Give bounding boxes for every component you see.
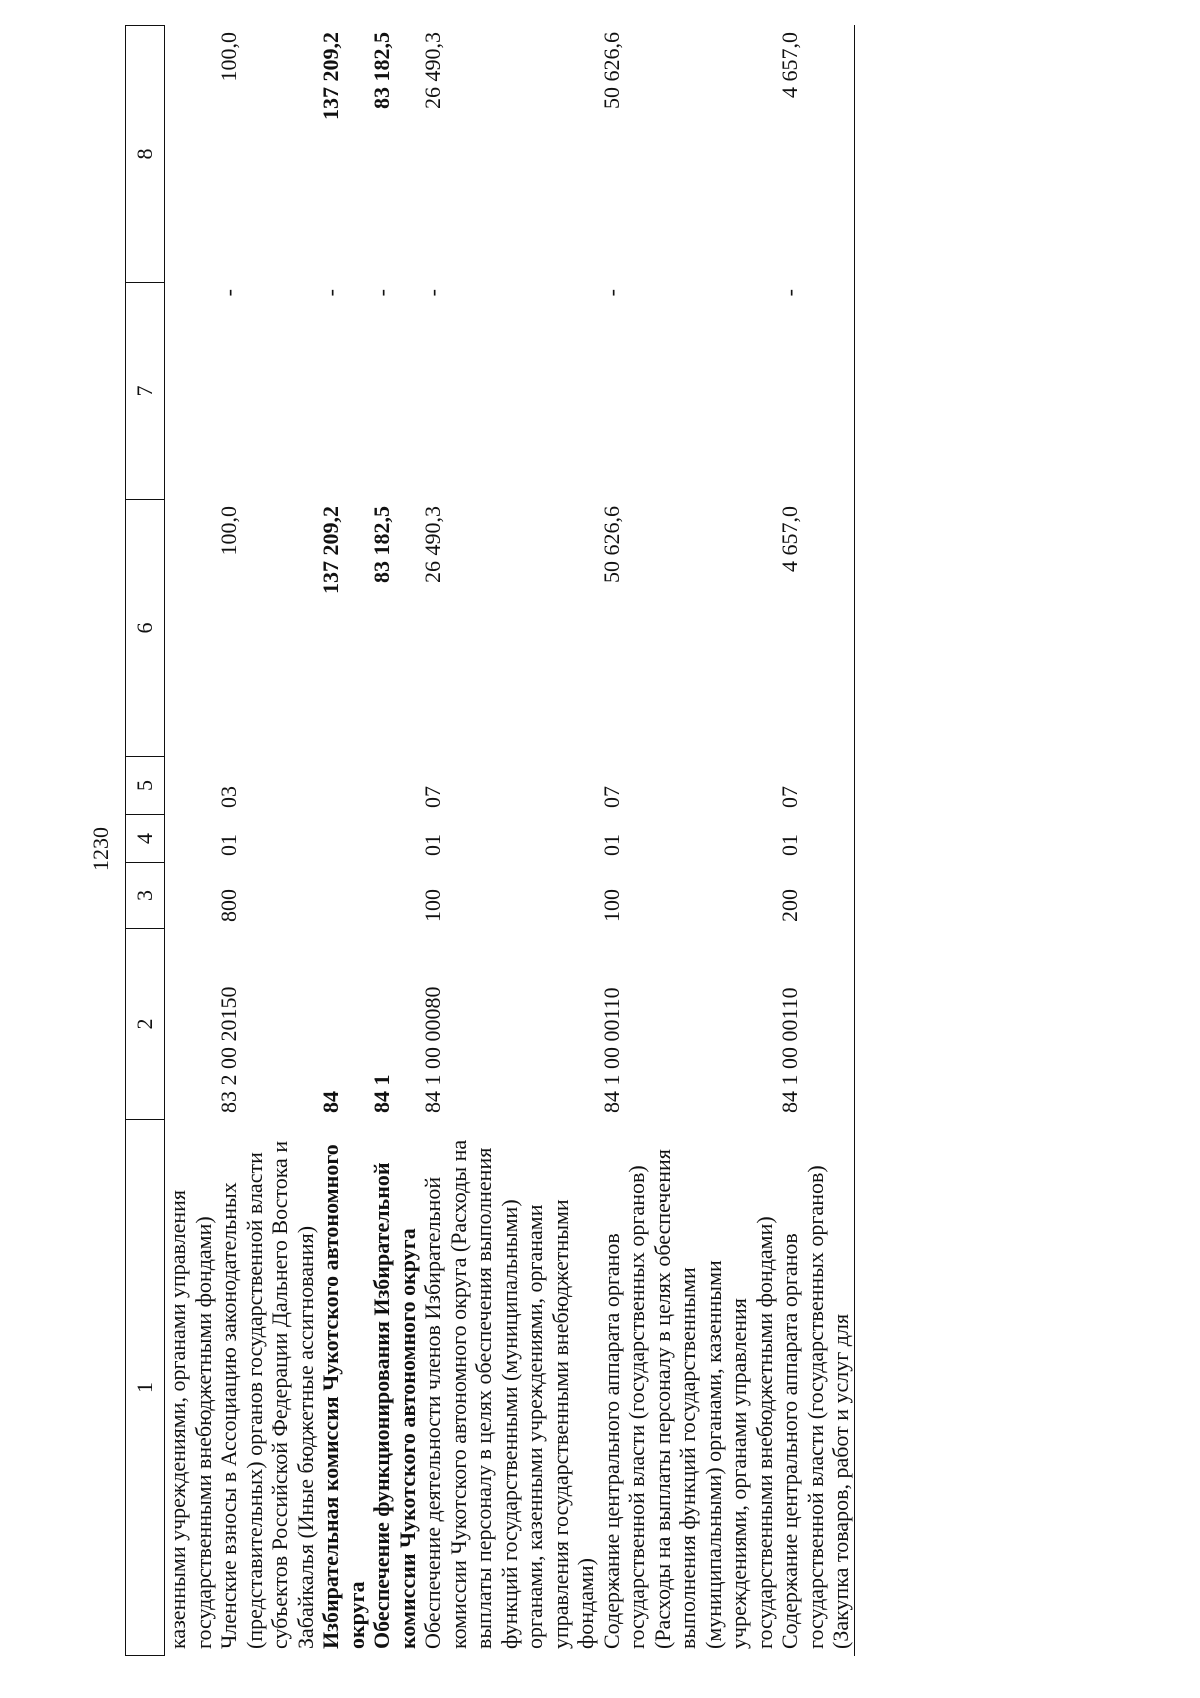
row-amount-federal: - — [777, 283, 854, 500]
row-name: Обеспечение деятельности членов Избирательной комиссии Чукотского автономного округа (Расходы на выплаты персоналу в целях обеспечения выполнения функций государственными (муниципальными) органами, казенными учреждениями, органами управления государственными внебюджетными фондами) — [420, 1139, 599, 1649]
row-code — [165, 929, 217, 1120]
column-header: 1 — [126, 1120, 165, 1656]
row-section — [165, 815, 217, 863]
row-amount-federal: - — [216, 289, 242, 297]
row-subsection: 03 — [216, 786, 242, 808]
row-name: казенными учреждениями, органами управления государственными внебюджетными фондами) — [165, 1189, 216, 1649]
table-row — [369, 26, 420, 1656]
row-amount-total: 83 182,5 — [369, 506, 395, 583]
row-code: 84 1 — [369, 1074, 395, 1113]
column-header: 7 — [126, 283, 165, 500]
row-amount-own: 83 182,5 — [369, 32, 395, 109]
row-amount-own — [165, 26, 217, 283]
row-expense-type — [165, 863, 217, 929]
table-row — [599, 26, 778, 1656]
row-subsection: 07 — [598, 786, 624, 808]
row-amount-total: 4 657,0 — [777, 500, 854, 757]
column-header: 3 — [126, 863, 165, 929]
row-amount-total — [165, 500, 217, 757]
row-amount-own: 26 490,3 — [420, 32, 446, 109]
row-name: Содержание центрального аппарата органов государственной власти (государственных органов) (Расходы на выплаты персоналу в целях обеспечения выполнения функций государственными (муниципальными) органами, казенными учреждениями, органами управления государственными внебюджетными фондами) — [598, 1149, 777, 1649]
column-header-row — [126, 26, 165, 1656]
row-name: Содержание центрального аппарата органов государственной власти (государственных органов) (Закупка товаров, работ и услуг для — [777, 1120, 854, 1656]
row-amount-own: 50 626,6 — [598, 32, 624, 109]
row-amount-own: 137 209,2 — [318, 32, 344, 120]
budget-table — [125, 25, 855, 1656]
row-amount-federal: - — [369, 289, 395, 297]
table-row — [318, 26, 369, 1656]
row-subsection: 07 — [777, 757, 854, 815]
row-subsection — [165, 757, 217, 815]
row-section — [318, 815, 369, 863]
table-row — [420, 26, 599, 1656]
row-code: 84 1 00 00080 — [420, 986, 446, 1113]
row-expense-type: 100 — [598, 889, 624, 922]
column-header: 8 — [126, 26, 165, 283]
row-expense-type — [318, 863, 369, 929]
row-name: Избирательная комиссия Чукотского автономного округа — [318, 1144, 369, 1649]
row-section: 01 — [598, 834, 624, 856]
table-row — [216, 26, 318, 1656]
row-amount-total: 137 209,2 — [318, 506, 344, 594]
row-amount-total: 50 626,6 — [598, 506, 624, 583]
row-subsection — [318, 757, 369, 815]
row-expense-type: 200 — [777, 863, 854, 929]
column-header: 5 — [126, 757, 165, 815]
row-code: 84 1 00 00110 — [777, 929, 854, 1120]
row-expense-type — [369, 863, 420, 929]
row-amount-own: 100,0 — [216, 32, 242, 82]
row-amount-federal: - — [598, 289, 624, 297]
row-name: Обеспечение функционирования Избирательной комиссии Чукотского автономного округа — [369, 1162, 420, 1649]
column-header: 4 — [126, 815, 165, 863]
row-amount-federal: - — [318, 289, 344, 297]
row-section: 01 — [777, 815, 854, 863]
column-header: 2 — [126, 929, 165, 1120]
row-section — [369, 815, 420, 863]
table-row — [165, 26, 217, 1656]
row-code: 84 — [318, 1091, 344, 1113]
row-section: 01 — [420, 834, 446, 856]
row-section: 01 — [216, 834, 242, 856]
row-amount-federal — [165, 283, 217, 500]
page-number: 1230 — [88, 827, 113, 871]
row-subsection — [369, 757, 420, 815]
row-expense-type: 800 — [216, 889, 242, 922]
table-row — [777, 26, 854, 1656]
row-code: 84 1 00 00110 — [598, 987, 624, 1113]
column-header: 6 — [126, 500, 165, 757]
row-amount-own: 4 657,0 — [777, 26, 854, 283]
row-amount-federal: - — [420, 289, 446, 297]
row-amount-total: 100,0 — [216, 506, 242, 556]
row-subsection: 07 — [420, 786, 446, 808]
row-expense-type: 100 — [420, 889, 446, 922]
row-code: 83 2 00 20150 — [216, 986, 242, 1113]
row-amount-total: 26 490,3 — [420, 506, 446, 583]
row-name: Членские взносы в Ассоциацию законодательных (представительных) органов государственной власти субъектов Российской Федерации Дальнего Востока и Забайкалья (Иные бюджетные ассигнования) — [216, 1140, 318, 1649]
